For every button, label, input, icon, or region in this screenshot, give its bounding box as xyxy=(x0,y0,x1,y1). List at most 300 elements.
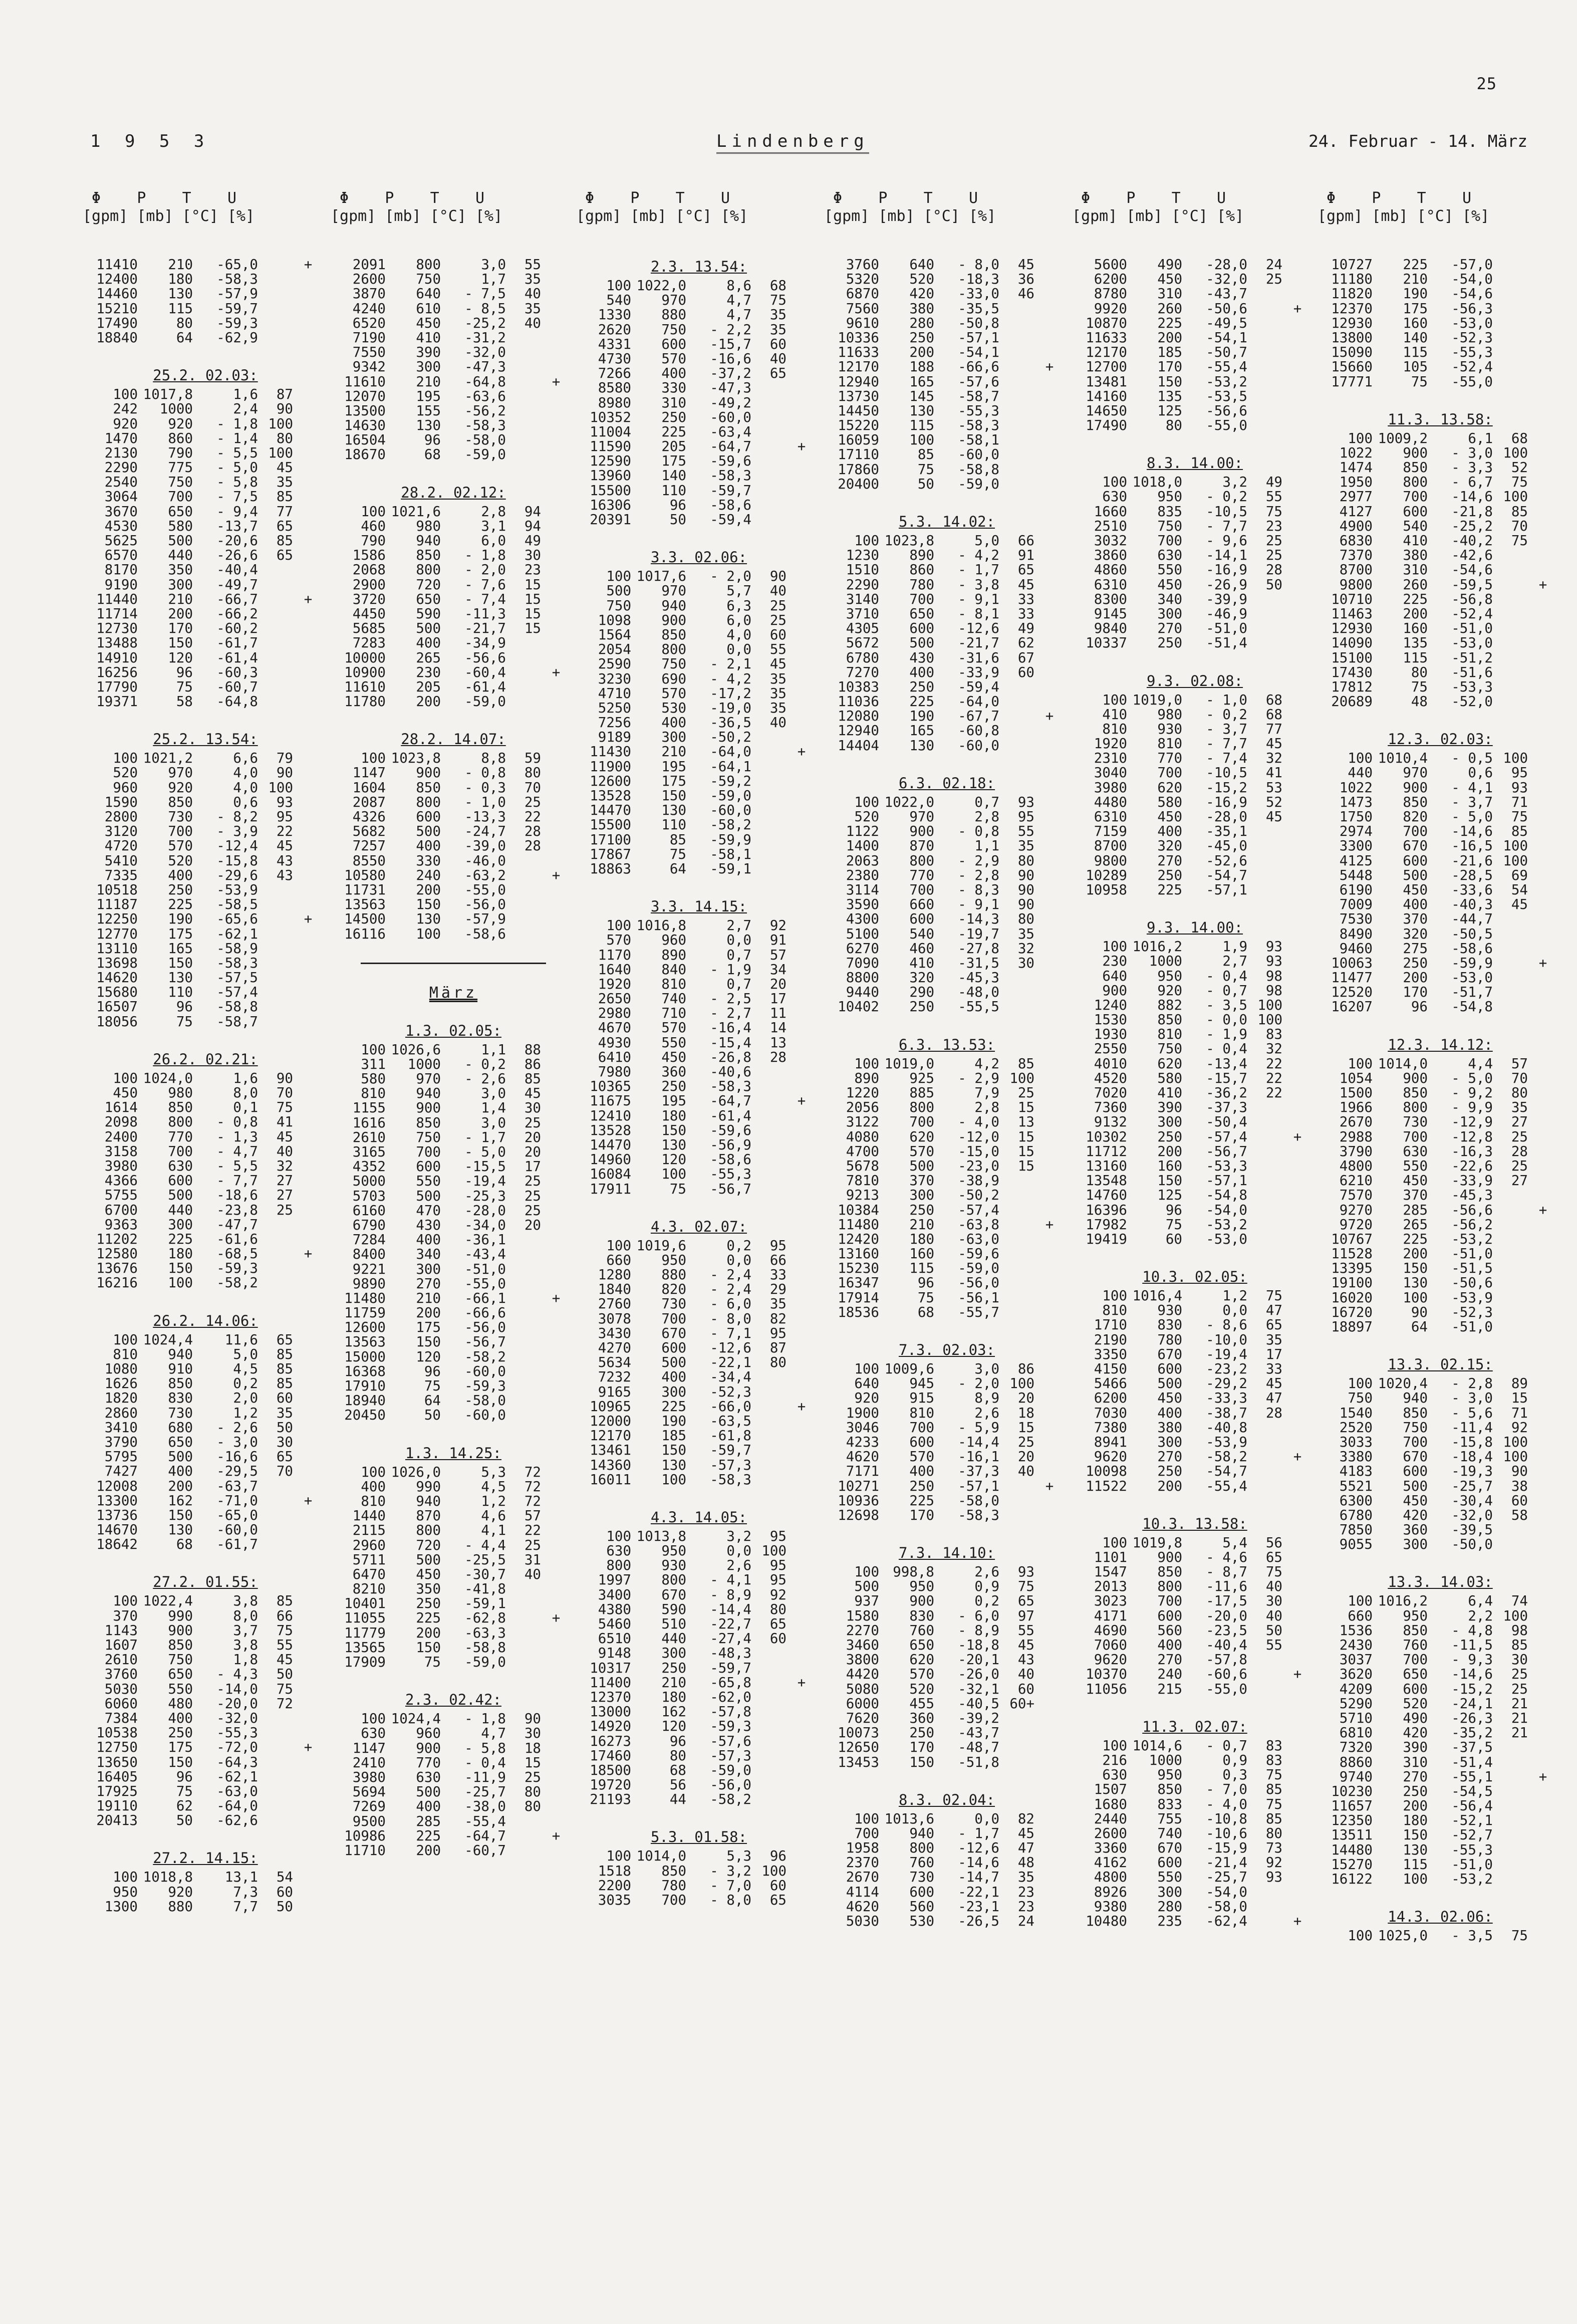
table-row xyxy=(1072,824,1318,839)
temperature-cell: 3,2 xyxy=(1222,474,1247,491)
table-row xyxy=(331,563,576,577)
pressure-cell: 650 xyxy=(168,1434,193,1450)
table-row xyxy=(331,1553,576,1567)
height-cell: 11430 xyxy=(590,744,631,760)
pressure-cell: 165 xyxy=(168,940,193,957)
table-row xyxy=(1072,1435,1318,1450)
marker-cell xyxy=(541,1567,571,1582)
height-cell: 5250 xyxy=(598,700,631,716)
humidity-cell: 36 xyxy=(1017,271,1034,288)
marker-cell xyxy=(293,1421,323,1435)
pressure-cell: 1019,8 xyxy=(1132,1534,1182,1551)
table-row xyxy=(576,352,822,366)
pressure-cell: 820 xyxy=(1403,809,1428,825)
temperature-cell: - 6,0 xyxy=(710,1296,751,1312)
table-row xyxy=(1072,345,1318,360)
marker-cell xyxy=(1282,1406,1312,1421)
temperature-cell: - 4,0 xyxy=(958,1114,999,1130)
marker-cell xyxy=(541,810,571,824)
humidity-cell xyxy=(506,680,541,694)
pressure-cell: 780 xyxy=(1157,1331,1182,1348)
humidity-cell: 93 xyxy=(1017,794,1034,810)
marker-cell xyxy=(1282,1174,1312,1188)
height-cell: 2590 xyxy=(598,656,631,672)
marker-cell xyxy=(293,1697,323,1711)
table-row xyxy=(824,404,1070,418)
marker-cell xyxy=(293,1537,323,1552)
temperature-cell: - 8,7 xyxy=(1206,1564,1247,1580)
humidity-cell: 95 xyxy=(769,1557,786,1574)
table-row xyxy=(83,1391,328,1406)
pressure-cell: 150 xyxy=(416,1334,441,1350)
height-cell: 9890 xyxy=(352,1275,386,1292)
marker-cell xyxy=(1282,607,1312,621)
marker-cell xyxy=(786,323,817,337)
pressure-cell: 760 xyxy=(1403,1637,1428,1653)
pressure-cell: 910 xyxy=(168,1361,193,1377)
height-cell: 7009 xyxy=(1339,896,1373,913)
pressure-cell: 320 xyxy=(1403,925,1428,942)
temperature-cell: 0,7 xyxy=(726,976,751,992)
temperature-cell: -61,7 xyxy=(216,1536,258,1553)
temperature-cell: -60,6 xyxy=(1206,1666,1247,1683)
temperature-cell: - 6,0 xyxy=(958,1607,999,1624)
marker-cell xyxy=(786,352,817,366)
table-row xyxy=(331,621,576,636)
table-row xyxy=(1072,1565,1318,1579)
humidity-cell: 74 xyxy=(1511,1593,1528,1609)
humidity-cell xyxy=(1247,1188,1282,1203)
height-cell: 16368 xyxy=(344,1363,386,1379)
temperature-cell: -33,0 xyxy=(958,286,999,302)
humidity-cell: 80 xyxy=(769,1354,786,1371)
pressure-cell: 850 xyxy=(1403,1622,1428,1639)
humidity-cell: 45 xyxy=(1017,1637,1034,1653)
marker-cell xyxy=(1528,1115,1558,1129)
table-row xyxy=(1072,360,1318,374)
pressure-cell: 225 xyxy=(909,693,934,710)
sounding-title: 12.3. 02.03: xyxy=(1388,731,1493,748)
pressure-cell: 188 xyxy=(909,359,934,375)
pressure-cell: 630 xyxy=(416,1769,441,1785)
marker-cell xyxy=(1282,636,1312,650)
marker-cell xyxy=(1034,433,1065,447)
marker-cell xyxy=(786,701,817,716)
height-cell: 1590 xyxy=(104,794,138,810)
humidity-cell: 50 xyxy=(1265,1622,1282,1639)
marker-cell xyxy=(1034,1362,1065,1376)
pressure-cell: 900 xyxy=(416,1740,441,1756)
marker-cell xyxy=(1034,1159,1065,1174)
height-cell: 16059 xyxy=(838,432,879,448)
marker-cell xyxy=(1034,1900,1065,1914)
humidity-cell: 98 xyxy=(1511,1622,1528,1639)
sounding-title: 28.2. 02.12: xyxy=(401,484,506,501)
humidity-cell: 93 xyxy=(1265,1869,1282,1886)
marker-cell xyxy=(1034,1100,1065,1115)
height-cell: 8860 xyxy=(1339,1754,1373,1770)
table-row xyxy=(824,1276,1070,1290)
height-cell: 16084 xyxy=(590,1166,631,1183)
height-cell: 17914 xyxy=(838,1289,879,1306)
humidity-cell xyxy=(1493,360,1528,374)
temperature-cell: 3,0 xyxy=(481,1085,506,1102)
sounding-block xyxy=(331,258,576,462)
pressure-cell: 270 xyxy=(416,1275,441,1292)
table-row xyxy=(1072,258,1318,272)
sounding-block xyxy=(824,1544,1070,1770)
table-row xyxy=(1072,578,1318,592)
marker-cell xyxy=(293,1071,323,1086)
table-row xyxy=(83,417,328,431)
table-row xyxy=(83,1261,328,1276)
humidity-cell: 15 xyxy=(1017,1128,1034,1145)
humidity-cell xyxy=(258,1740,293,1755)
humidity-cell: 18 xyxy=(1017,1405,1034,1421)
pressure-cell: 915 xyxy=(909,1390,934,1407)
temperature-cell: -59,6 xyxy=(710,1122,751,1138)
table-row xyxy=(1072,1027,1318,1042)
marker-cell xyxy=(786,847,817,862)
temperature-cell: -26,3 xyxy=(1451,1710,1493,1726)
height-cell: 7020 xyxy=(1094,1085,1127,1101)
height-cell: 1510 xyxy=(846,562,879,578)
table-row xyxy=(83,1174,328,1188)
sounding-block xyxy=(331,1691,576,1858)
temperature-cell: - 0,0 xyxy=(1206,1012,1247,1028)
humidity-cell: 83 xyxy=(1265,1737,1282,1754)
marker-cell xyxy=(541,331,571,345)
humidity-cell xyxy=(506,433,541,447)
humidity-cell: 85 xyxy=(1017,1055,1034,1072)
height-cell: 810 xyxy=(361,1085,386,1102)
marker-cell xyxy=(541,1364,571,1379)
temperature-cell: -51,8 xyxy=(958,1754,999,1770)
height-cell: 10302 xyxy=(1086,1128,1127,1145)
height-cell: 2620 xyxy=(598,321,631,338)
height-cell: 3760 xyxy=(846,257,879,273)
temperature-cell: -34,0 xyxy=(464,1217,506,1233)
height-cell: 937 xyxy=(854,1593,879,1609)
pressure-cell: 80 xyxy=(176,315,193,331)
temperature-cell: -46,9 xyxy=(1206,605,1247,622)
temperature-cell: 8,8 xyxy=(481,750,506,767)
pressure-cell: 500 xyxy=(416,1784,441,1800)
height-cell: 13736 xyxy=(96,1507,138,1523)
humidity-cell xyxy=(258,1799,293,1813)
temperature-cell: -52,1 xyxy=(1451,1812,1493,1829)
pressure-cell: 100 xyxy=(661,1166,686,1183)
height-cell: 1147 xyxy=(352,765,386,781)
table-row xyxy=(83,1711,328,1726)
temperature-cell: -59,5 xyxy=(1451,576,1493,593)
height-cell: 580 xyxy=(361,1071,386,1087)
marker-cell xyxy=(293,1276,323,1290)
table-row xyxy=(1318,1929,1563,1943)
marker-cell xyxy=(541,1233,571,1247)
humidity-cell: 85 xyxy=(276,1361,293,1377)
humidity-cell: 75 xyxy=(1511,533,1528,549)
table-row xyxy=(83,272,328,287)
humidity-cell xyxy=(258,665,293,680)
humidity-cell: 25 xyxy=(524,794,541,810)
marker-cell xyxy=(293,810,323,824)
table-row xyxy=(1072,636,1318,650)
height-cell: 13160 xyxy=(1086,1157,1127,1174)
height-cell: 11714 xyxy=(96,605,138,622)
temperature-cell: -24,7 xyxy=(464,823,506,840)
pressure-cell: 370 xyxy=(1403,1187,1428,1204)
temperature-cell: -50,6 xyxy=(1451,1275,1493,1291)
table-row xyxy=(1318,810,1563,824)
height-cell: 6470 xyxy=(352,1566,386,1582)
humidity-cell: 38 xyxy=(1511,1478,1528,1494)
pressure-cell: 730 xyxy=(1403,1114,1428,1130)
pressure-cell: 900 xyxy=(909,823,934,840)
sounding-block xyxy=(83,730,328,1029)
marker-cell xyxy=(786,789,817,803)
humidity-cell xyxy=(258,1508,293,1523)
table-row xyxy=(824,1726,1070,1740)
pressure-cell: 150 xyxy=(1157,373,1182,390)
humidity-cell: 25 xyxy=(1017,1434,1034,1450)
temperature-cell: -12,8 xyxy=(1451,1128,1493,1145)
table-row xyxy=(824,1638,1070,1653)
humidity-cell: 90 xyxy=(1511,1463,1528,1480)
table-row xyxy=(576,613,822,628)
sounding-block xyxy=(1318,730,1563,1014)
height-cell: 5711 xyxy=(352,1551,386,1568)
table-row xyxy=(824,1740,1070,1755)
marker-cell xyxy=(1282,708,1312,722)
humidity-cell: 85 xyxy=(1511,503,1528,520)
table-row xyxy=(1318,1376,1563,1391)
height-cell: 100 xyxy=(606,1237,631,1254)
height-cell: 440 xyxy=(1348,765,1373,781)
sounding-title: 10.3. 02.05: xyxy=(1142,1268,1247,1286)
height-cell: 10401 xyxy=(344,1595,386,1612)
temperature-cell: -51,6 xyxy=(1451,664,1493,680)
pressure-cell: 1024,4 xyxy=(391,1711,441,1727)
pressure-cell: 600 xyxy=(168,1173,193,1189)
pressure-cell: 850 xyxy=(416,779,441,796)
marker-cell xyxy=(1528,316,1558,331)
marker-cell xyxy=(541,1043,571,1057)
pressure-cell: 58 xyxy=(176,693,193,710)
pressure-cell: 200 xyxy=(416,1624,441,1641)
humidity-cell: 22 xyxy=(524,809,541,825)
table-row xyxy=(331,1567,576,1582)
pressure-cell: 750 xyxy=(661,656,686,672)
table-row xyxy=(83,854,328,868)
table-row xyxy=(1072,722,1318,737)
height-cell: 4150 xyxy=(1094,1361,1127,1377)
table-row xyxy=(576,1458,822,1473)
humidity-cell: 95 xyxy=(769,1528,786,1544)
marker-cell: + xyxy=(1293,300,1302,317)
height-cell: 12350 xyxy=(1331,1812,1373,1829)
pressure-cell: 1026,0 xyxy=(391,1464,441,1480)
marker-cell xyxy=(293,751,323,766)
temperature-cell: - 3,9 xyxy=(216,823,258,840)
marker-cell xyxy=(786,686,817,701)
humidity-cell: 33 xyxy=(769,1267,786,1283)
temperature-cell: - 8,0 xyxy=(958,257,999,273)
marker-cell xyxy=(1528,751,1558,766)
pressure-cell: 250 xyxy=(416,1595,441,1612)
pressure-cell: 210 xyxy=(661,1674,686,1691)
marker-cell xyxy=(1282,534,1312,548)
temperature-cell: -17,5 xyxy=(1206,1593,1247,1609)
height-cell: 7269 xyxy=(352,1798,386,1815)
pressure-cell: 200 xyxy=(1157,1478,1182,1494)
marker-cell xyxy=(293,665,323,680)
pressure-cell: 580 xyxy=(1157,794,1182,810)
temperature-cell: -67,7 xyxy=(958,708,999,725)
height-cell: 10352 xyxy=(590,409,631,425)
temperature-cell: -51,0 xyxy=(1451,1246,1493,1262)
table-row xyxy=(331,1494,576,1509)
height-cell: 7284 xyxy=(352,1232,386,1248)
table-row xyxy=(1072,287,1318,301)
table-row xyxy=(824,1291,1070,1305)
table-row xyxy=(576,1341,822,1355)
height-cell: 5410 xyxy=(104,852,138,869)
height-cell: 3300 xyxy=(1339,838,1373,854)
pressure-cell: 400 xyxy=(416,1798,441,1815)
pressure-cell: 700 xyxy=(168,823,193,840)
height-cell: 11522 xyxy=(1086,1478,1127,1494)
temperature-cell: 0,6 xyxy=(233,794,258,810)
marker-cell xyxy=(1528,1929,1558,1943)
marker-cell xyxy=(786,760,817,774)
marker-cell xyxy=(1034,724,1065,738)
height-cell: 16116 xyxy=(344,925,386,942)
marker-cell xyxy=(1528,1479,1558,1494)
temperature-cell: 3,0 xyxy=(974,1361,999,1377)
temperature-cell: -16,4 xyxy=(710,1020,751,1036)
temperature-cell: - 2,1 xyxy=(710,656,751,672)
table-row xyxy=(331,1116,576,1130)
table-row xyxy=(824,810,1070,824)
temperature-cell: -14,4 xyxy=(710,1601,751,1617)
temperature-cell: -57,4 xyxy=(958,1202,999,1218)
pressure-cell: 490 xyxy=(1157,257,1182,273)
table-row xyxy=(331,592,576,607)
marker-cell xyxy=(1034,1000,1065,1014)
height-cell: 11410 xyxy=(96,257,138,273)
temperature-cell: -25,7 xyxy=(1206,1869,1247,1886)
table-row xyxy=(824,1188,1070,1203)
humidity-cell: 100 xyxy=(1257,997,1282,1013)
height-cell: 100 xyxy=(1102,939,1127,955)
table-row xyxy=(1072,1536,1318,1550)
marker-cell xyxy=(293,1130,323,1144)
height-cell: 6200 xyxy=(1094,1390,1127,1407)
table-row xyxy=(83,927,328,942)
table-row xyxy=(1318,1464,1563,1479)
pressure-cell: 800 xyxy=(1403,474,1428,491)
temperature-cell: -10,0 xyxy=(1206,1331,1247,1348)
humidity-cell xyxy=(506,389,541,404)
pressure-cell: 270 xyxy=(1157,1652,1182,1668)
sounding-title: 11.3. 02.07: xyxy=(1142,1718,1247,1735)
pressure-cell: 600 xyxy=(661,336,686,352)
temperature-cell: 1,8 xyxy=(233,1652,258,1668)
humidity-cell xyxy=(506,418,541,433)
temperature-cell: -66,0 xyxy=(710,1398,751,1415)
pressure-cell: 1020,4 xyxy=(1378,1375,1428,1392)
pressure-cell: 800 xyxy=(416,1522,441,1539)
table-row xyxy=(331,751,576,766)
height-cell: 10580 xyxy=(344,867,386,883)
pressure-cell: 1000 xyxy=(407,1056,441,1072)
marker-cell: + xyxy=(797,744,806,760)
temperature-cell: 3,0 xyxy=(481,1114,506,1131)
height-cell: 16720 xyxy=(1331,1304,1373,1320)
pressure-cell: 210 xyxy=(168,591,193,607)
marker-cell xyxy=(1282,1159,1312,1174)
height-cell: 12070 xyxy=(344,388,386,404)
pressure-cell: 850 xyxy=(661,1863,686,1879)
table-row xyxy=(824,824,1070,839)
marker-cell xyxy=(293,331,323,345)
pressure-cell: 600 xyxy=(1157,1361,1182,1377)
table-row xyxy=(824,1421,1070,1435)
pressure-cell: 560 xyxy=(909,1898,934,1915)
marker-cell xyxy=(1034,1667,1065,1682)
temperature-cell: - 1,9 xyxy=(710,961,751,978)
humidity-cell: 93 xyxy=(1017,1564,1034,1580)
marker-cell xyxy=(293,795,323,810)
humidity-cell xyxy=(751,454,786,469)
pressure-cell: 800 xyxy=(416,562,441,578)
marker-cell xyxy=(293,651,323,665)
humidity-cell: 100 xyxy=(1503,1434,1528,1450)
height-cell: 2600 xyxy=(1094,1825,1127,1841)
humidity-cell: 45 xyxy=(1017,1825,1034,1841)
temperature-cell: - 0,2 xyxy=(1206,706,1247,723)
temperature-cell: -53,9 xyxy=(216,881,258,898)
pressure-cell: 500 xyxy=(168,1187,193,1204)
pressure-cell: 170 xyxy=(1403,984,1428,1001)
humidity-cell xyxy=(1247,1479,1282,1494)
pressure-cell: 410 xyxy=(909,955,934,971)
height-cell: 11480 xyxy=(344,1290,386,1306)
marker-cell xyxy=(1528,1406,1558,1421)
humidity-cell: 72 xyxy=(276,1695,293,1712)
temperature-cell: -59,4 xyxy=(958,678,999,695)
height-cell: 2520 xyxy=(1339,1419,1373,1436)
temperature-cell: -45,3 xyxy=(958,970,999,986)
height-cell: 100 xyxy=(854,1564,879,1580)
table-row xyxy=(1072,1594,1318,1608)
height-cell: 4233 xyxy=(846,1434,879,1450)
temperature-cell: -40,3 xyxy=(1451,896,1493,913)
marker-cell xyxy=(541,345,571,360)
table-row xyxy=(331,1523,576,1538)
marker-cell xyxy=(1034,665,1065,680)
temperature-cell: -40,5 xyxy=(958,1695,999,1712)
table-row xyxy=(1072,954,1318,969)
height-cell: 11710 xyxy=(344,1842,386,1858)
height-cell: 400 xyxy=(361,1478,386,1495)
marker-cell xyxy=(541,1655,571,1670)
marker-cell xyxy=(1034,1565,1065,1579)
pressure-cell: 700 xyxy=(909,1419,934,1436)
temperature-cell: -59,0 xyxy=(464,446,506,463)
pressure-cell: 120 xyxy=(661,1718,686,1735)
